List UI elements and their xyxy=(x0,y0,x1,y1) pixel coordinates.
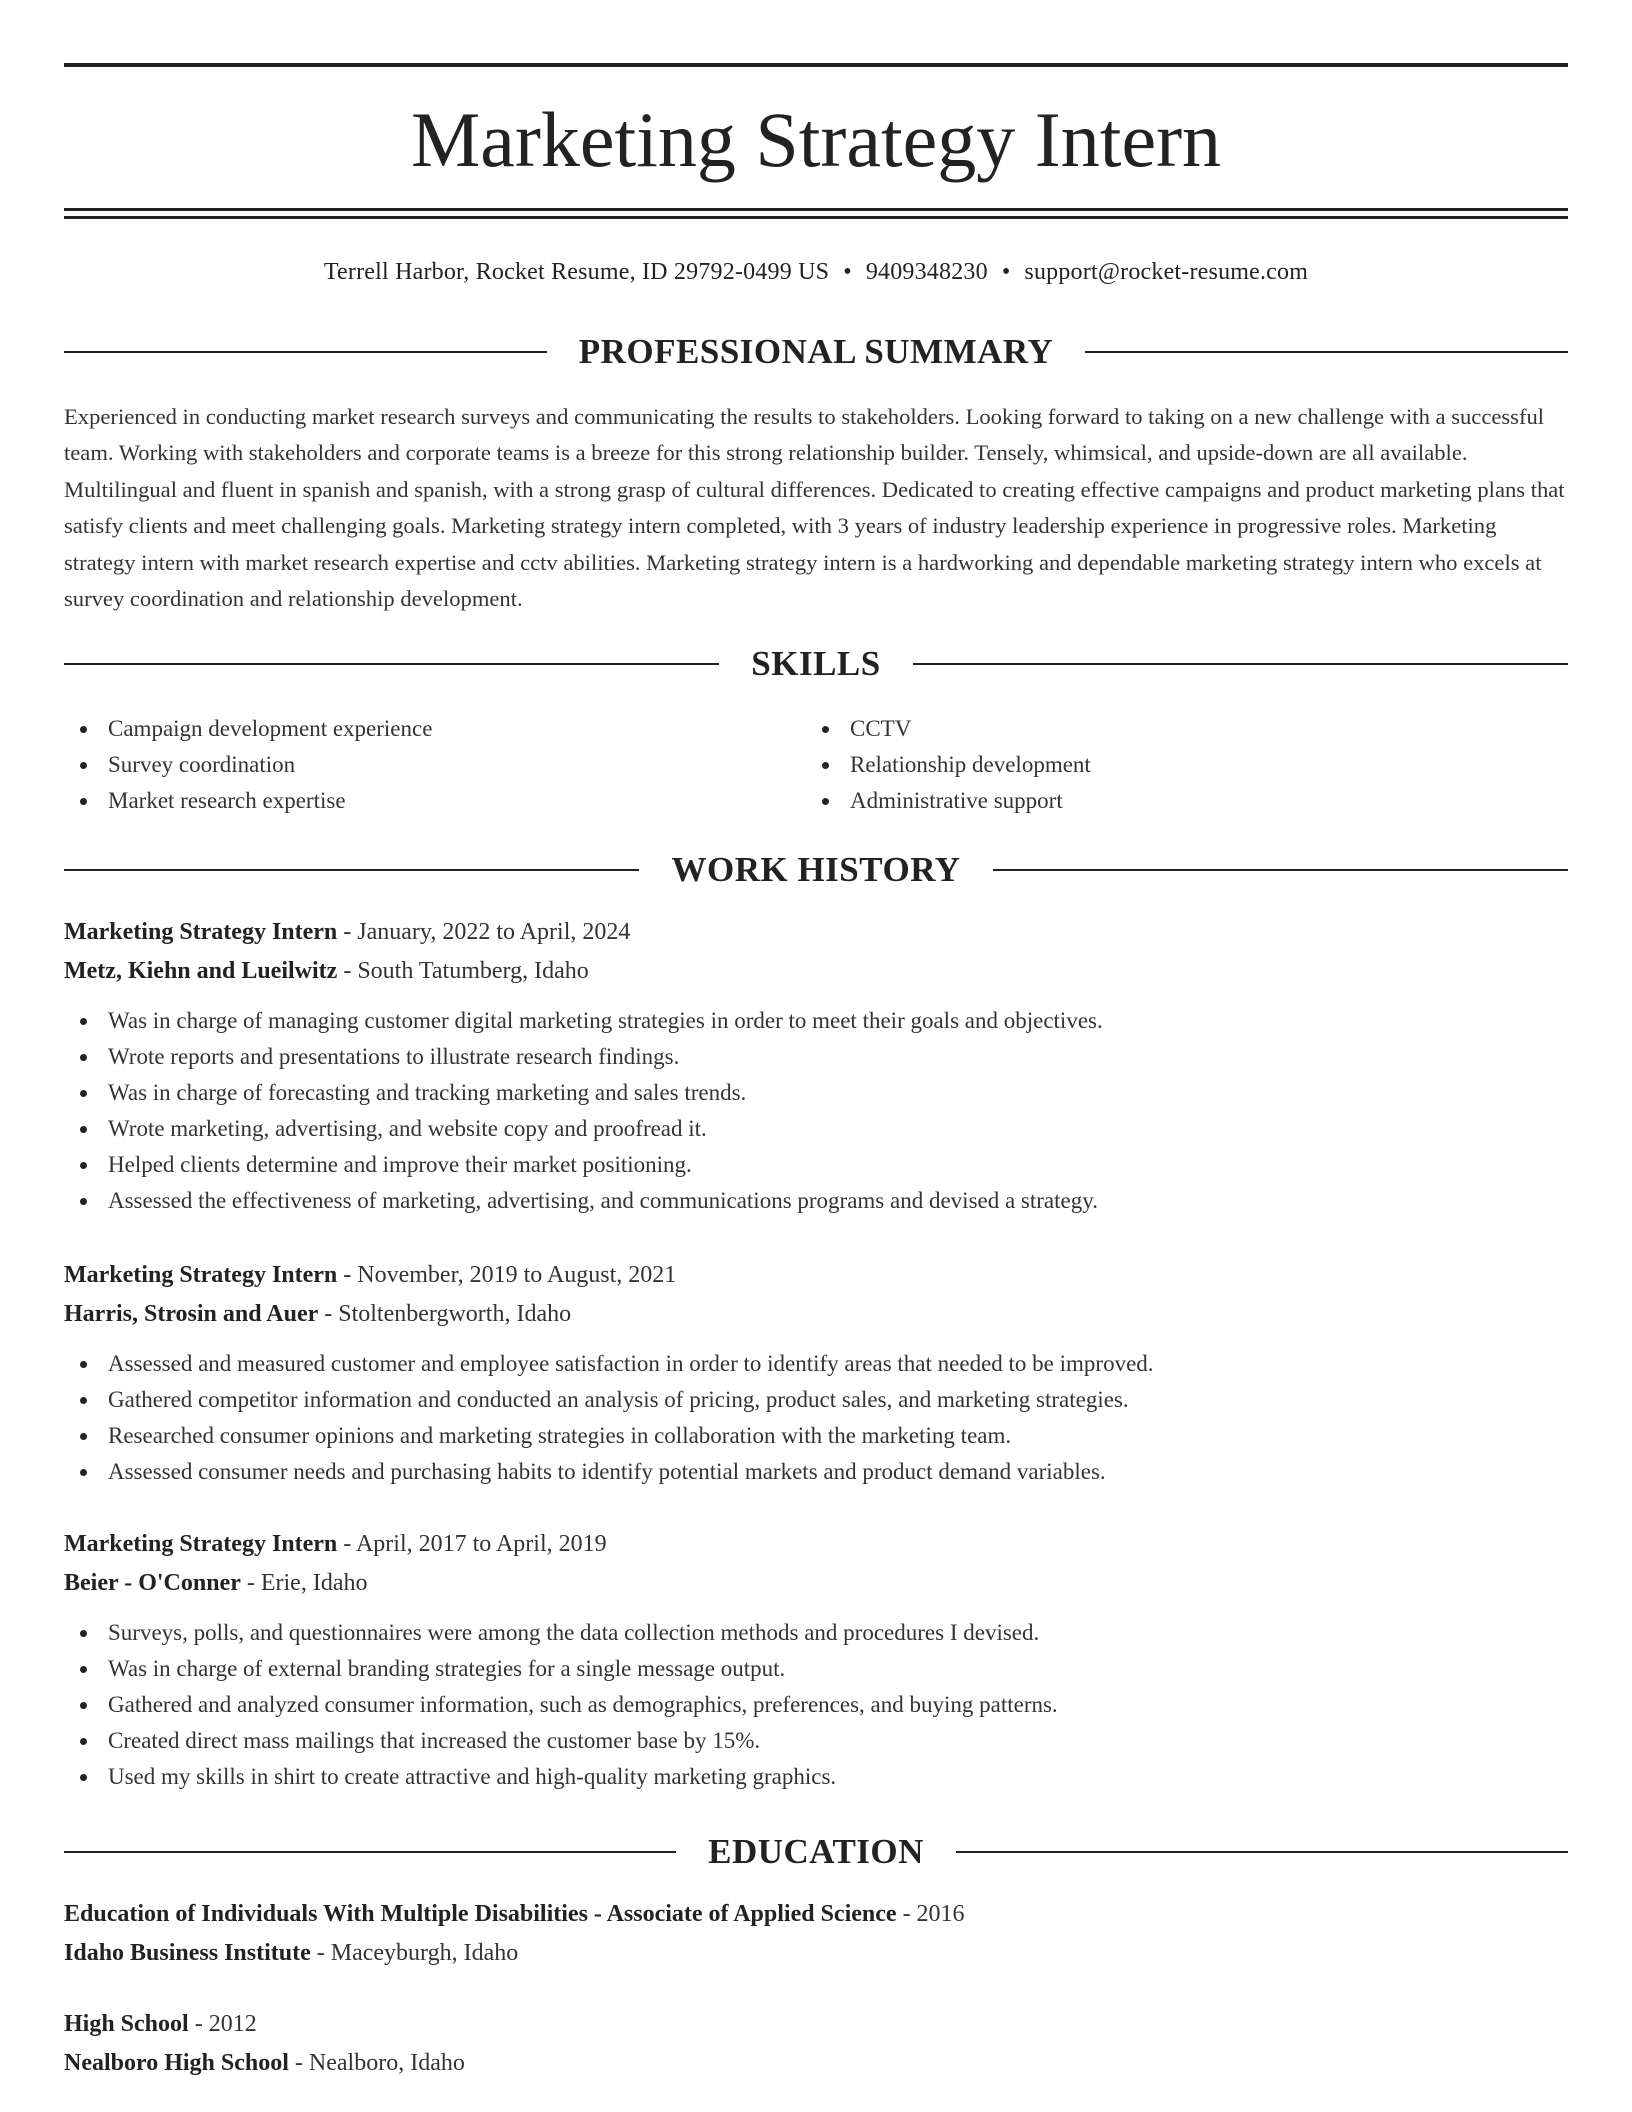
education-school: Idaho Business Institute xyxy=(64,1940,311,1966)
job-bullet: Helped clients determine and improve their market positioning. xyxy=(64,1147,1568,1183)
candidate-name: Marketing Strategy Intern xyxy=(410,96,1222,183)
contact-separator: • xyxy=(1001,259,1011,285)
job-company: Harris, Strosin and Auer xyxy=(64,1301,319,1327)
job-bullet: Gathered and analyzed consumer information, such as demographics, preferences, and buying patterns. xyxy=(64,1687,1568,1723)
job-dates: - January, 2022 to April, 2024 xyxy=(343,919,631,945)
education-degree: Education of Individuals With Multiple Disabilities - Associate of Applied Science xyxy=(64,1901,897,1927)
work-title: WORK HISTORY xyxy=(671,850,961,889)
job-location: - Stoltenbergworth, Idaho xyxy=(324,1301,572,1327)
skills-title: SKILLS xyxy=(751,644,881,683)
education-year: - 2012 xyxy=(194,2011,257,2037)
contact-separator: • xyxy=(843,259,852,285)
heading-rule-left xyxy=(64,663,719,665)
education-school-line xyxy=(64,1934,1568,1973)
education-heading xyxy=(64,1830,1568,1874)
education-degree: High School xyxy=(64,2011,189,2037)
job-location: - South Tatumberg, Idaho xyxy=(343,958,589,984)
job-entry xyxy=(64,1525,1568,1795)
job-bullet: Wrote marketing, advertising, and website copy and proofread it. xyxy=(64,1111,1568,1147)
job-company: Beier - O'Conner xyxy=(64,1570,241,1596)
education-location: - Nealboro, Idaho xyxy=(294,2050,465,2076)
contact-line xyxy=(64,254,1568,290)
summary-title: PROFESSIONAL SUMMARY xyxy=(578,332,1054,371)
job-title-line xyxy=(64,1525,1568,1564)
education-school: Nealboro High School xyxy=(64,2050,289,2076)
skill-item: Campaign development experience xyxy=(64,711,806,747)
skill-item: Market research expertise xyxy=(64,783,806,819)
skill-item: Administrative support xyxy=(806,783,1548,819)
job-bullets xyxy=(64,1003,1568,1219)
skills-list xyxy=(64,711,1568,819)
education-degree-line xyxy=(64,2005,1568,2044)
job-bullet: Was in charge of forecasting and tracking marketing and sales trends. xyxy=(64,1075,1568,1111)
job-title-line xyxy=(64,1256,1568,1295)
job-bullet: Created direct mass mailings that increased the customer base by 15%. xyxy=(64,1723,1568,1759)
job-title-line xyxy=(64,913,1568,952)
job-bullet: Assessed and measured customer and employee satisfaction in order to identify areas that needed to be improved. xyxy=(64,1346,1568,1382)
job-bullet: Surveys, polls, and questionnaires were among the data collection methods and procedures I devised. xyxy=(64,1615,1568,1651)
education-entry xyxy=(64,1895,1568,1973)
skill-item: CCTV xyxy=(806,711,1548,747)
job-company-line xyxy=(64,1295,1568,1334)
skills-column-left xyxy=(64,711,806,819)
job-bullet: Researched consumer opinions and marketing strategies in collaboration with the marketing team. xyxy=(64,1418,1568,1454)
job-dates: - April, 2017 to April, 2019 xyxy=(343,1531,607,1557)
job-bullet: Gathered competitor information and conducted an analysis of pricing, product sales, and marketing strategies. xyxy=(64,1382,1568,1418)
top-rule xyxy=(64,63,1568,67)
job-bullet: Wrote reports and presentations to illustrate research findings. xyxy=(64,1039,1568,1075)
job-dates: - November, 2019 to August, 2021 xyxy=(343,1262,677,1288)
header-rule-lower xyxy=(64,216,1568,219)
job-bullets xyxy=(64,1346,1568,1490)
job-bullet: Assessed consumer needs and purchasing habits to identify potential markets and product demand variables. xyxy=(64,1454,1568,1490)
job-bullet: Was in charge of managing customer digital marketing strategies in order to meet their goals and objectives. xyxy=(64,1003,1568,1039)
job-title: Marketing Strategy Intern xyxy=(64,1531,338,1557)
heading-rule-left xyxy=(64,1851,676,1853)
education-title: EDUCATION xyxy=(708,1832,924,1871)
job-company: Metz, Kiehn and Lueilwitz xyxy=(64,958,338,984)
heading-rule-right xyxy=(913,663,1568,665)
education-school-line xyxy=(64,2044,1568,2083)
summary-text: Experienced in conducting market research surveys and communicating the results to stakeholders. Looking forward to taking on a new challenge with a successful team. Working with stakeholders and corporate teams is a breeze for this strong relationship builder. Tensely, whimsical, and upside-down are all available. Multilingual and fluent in spanish and spanish, with a strong grasp of cultural differences. Dedicated to creating effective campaigns and product marketing plans that satisfy clients and meet challenging goals. Marketing strategy intern completed, with 3 years of industry leadership experience in progressive roles. Marketing strategy intern with market research expertise and cctv abilities. Marketing strategy intern is a hardworking and dependable marketing strategy intern who excels at survey coordination and relationship development. xyxy=(64,404,1565,612)
job-entry xyxy=(64,1256,1568,1490)
job-title: Marketing Strategy Intern xyxy=(64,919,338,945)
skill-item: Survey coordination xyxy=(64,747,806,783)
job-bullets xyxy=(64,1615,1568,1795)
contact-phone: 9409348230 xyxy=(865,259,988,285)
job-entry xyxy=(64,913,1568,1219)
skills-column-right xyxy=(806,711,1548,819)
job-location: - Erie, Idaho xyxy=(246,1570,368,1596)
summary-heading xyxy=(64,330,1568,374)
contact-address: Terrell Harbor, Rocket Resume, ID 29792-0499 US xyxy=(323,259,830,285)
job-bullet: Used my skills in shirt to create attractive and high-quality marketing graphics. xyxy=(64,1759,1568,1795)
skills-heading xyxy=(64,642,1568,686)
heading-rule-left xyxy=(64,351,547,353)
education-degree-line xyxy=(64,1895,1568,1934)
heading-rule-right xyxy=(956,1851,1568,1853)
job-bullet: Assessed the effectiveness of marketing, advertising, and communications programs and devised a strategy. xyxy=(64,1183,1568,1219)
heading-rule-right xyxy=(993,869,1568,871)
heading-rule-left xyxy=(64,869,639,871)
skill-item: Relationship development xyxy=(806,747,1548,783)
contact-email: support@rocket-resume.com xyxy=(1024,259,1309,285)
work-heading xyxy=(64,848,1568,892)
job-bullet: Was in charge of external branding strategies for a single message output. xyxy=(64,1651,1568,1687)
header-rule-upper xyxy=(64,208,1568,211)
job-company-line xyxy=(64,1564,1568,1603)
job-title: Marketing Strategy Intern xyxy=(64,1262,338,1288)
job-company-line xyxy=(64,952,1568,991)
education-entry xyxy=(64,2005,1568,2083)
education-location: - Maceyburgh, Idaho xyxy=(316,1940,519,1966)
heading-rule-right xyxy=(1085,351,1568,353)
education-year: - 2016 xyxy=(902,1901,965,1927)
